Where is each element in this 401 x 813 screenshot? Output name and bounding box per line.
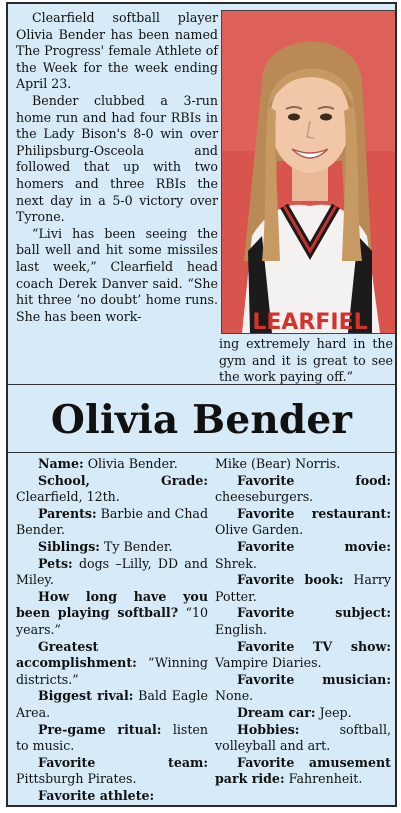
fact-item	[215, 705, 391, 722]
fact-item	[215, 722, 391, 755]
fact-value: “Winning districts.”	[16, 655, 208, 687]
fact-item	[16, 589, 208, 639]
fact-label: Name:	[38, 456, 84, 471]
fact-value: Harry Potter.	[215, 572, 391, 604]
facts-column-left	[16, 456, 208, 804]
fact-value: Clearfield, 12th.	[16, 489, 120, 505]
fact-label: Favorite team:	[38, 754, 208, 770]
story-continuation	[219, 336, 393, 386]
fact-value: dogs –Lilly, DD and Miley.	[16, 555, 208, 588]
story-paragraph: “Livi has been seeing the ball well and hit some missiles last week,” Clearfield head coach Derek Danver said. “She hit three ‘no doubt’ home runs. She has been work-	[16, 225, 218, 324]
headline: Olivia Bender	[50, 397, 353, 443]
fact-label: Pets:	[38, 555, 73, 571]
athlete-photo	[221, 10, 397, 334]
story-body	[16, 10, 218, 325]
fact-item	[16, 473, 208, 506]
fact-item	[16, 788, 208, 805]
fact-value: Jeep.	[319, 704, 352, 720]
fact-value: Fahrenheit.	[288, 771, 363, 787]
fact-value: Olive Garden.	[215, 522, 304, 538]
fact-item	[16, 506, 208, 539]
fact-value: “10 years.”	[16, 605, 208, 637]
fact-item	[215, 572, 391, 605]
fact-label: Favorite athlete:	[38, 787, 155, 803]
fact-item	[16, 556, 208, 589]
fact-value: cheeseburgers.	[215, 489, 314, 505]
fact-label: Favorite food:	[237, 472, 391, 488]
fact-value: softball, volleyball and art.	[215, 721, 391, 754]
newspaper-clipping	[6, 2, 397, 807]
athlete-portrait-image	[222, 11, 396, 333]
facts-right-lead: Mike (Bear) Norris.	[215, 456, 341, 471]
fact-label: Siblings:	[38, 538, 100, 554]
fact-label: Favorite TV show:	[237, 638, 391, 654]
headline-divider	[8, 452, 395, 453]
fact-label: Favorite book:	[237, 572, 344, 588]
fact-label: Parents:	[38, 505, 97, 521]
fact-value: Ty Bender.	[103, 538, 173, 554]
fact-label: Pre-game ritual:	[38, 721, 162, 737]
fact-item	[215, 473, 391, 506]
fact-label: School, Grade:	[38, 472, 208, 488]
fact-item	[16, 722, 208, 755]
fact-item	[215, 672, 391, 705]
fact-value: None.	[215, 688, 254, 704]
section-divider	[8, 384, 395, 385]
story-paragraph: Bender clubbed a 3-run home run and had four RBIs in the Lady Bison's 8-0 win over Philipsburg-Osceola and followed that up with two homers and three RBIs the next day in a 5-0 victory over Tyrone.	[16, 92, 218, 225]
fact-value: listen to music.	[16, 721, 208, 754]
fact-item	[16, 639, 208, 689]
fact-value: Olivia Bender.	[87, 456, 178, 471]
fact-value: Pittsburgh Pirates.	[16, 771, 137, 787]
fact-label: Favorite subject:	[237, 605, 391, 621]
fact-label: Biggest rival:	[38, 688, 134, 704]
fact-label: Favorite movie:	[237, 538, 391, 554]
fact-value: English.	[215, 621, 267, 637]
fact-item	[215, 605, 391, 638]
fact-item	[215, 755, 391, 788]
fact-item	[215, 639, 391, 672]
facts-column-right	[215, 456, 391, 788]
fact-item	[16, 539, 208, 556]
fact-label: Dream car:	[237, 704, 316, 720]
fact-value: Vampire Diaries.	[215, 655, 322, 671]
fact-item	[215, 506, 391, 539]
jersey-lettering: LEARFIEL	[252, 310, 368, 333]
fact-item	[16, 755, 208, 788]
story-paragraph: Clearfield softball player Olivia Bender has been named The Progress' female Athlete of the Week for the week ending April 23.	[16, 10, 218, 92]
fact-value: Bald Eagle Area.	[16, 688, 208, 720]
fact-label: Greatest accomplishment:	[16, 638, 137, 671]
facts-right-list	[215, 473, 391, 788]
fact-label: Favorite amusement park ride:	[215, 754, 391, 787]
fact-item	[16, 688, 208, 721]
fact-item	[215, 539, 391, 572]
fact-label: Hobbies:	[237, 721, 300, 737]
fact-item	[16, 456, 208, 473]
fact-value: Shrek.	[215, 555, 257, 571]
story-continuation-text: ing extremely hard in the gym and it is great to see the work paying off.”	[219, 336, 393, 385]
fact-value: Barbie and Chad Bender.	[16, 505, 209, 538]
fact-label: Favorite restaurant:	[237, 505, 391, 521]
fact-label: Favorite musician:	[237, 671, 391, 687]
fact-label: How long have you been playing softball?	[16, 588, 208, 621]
